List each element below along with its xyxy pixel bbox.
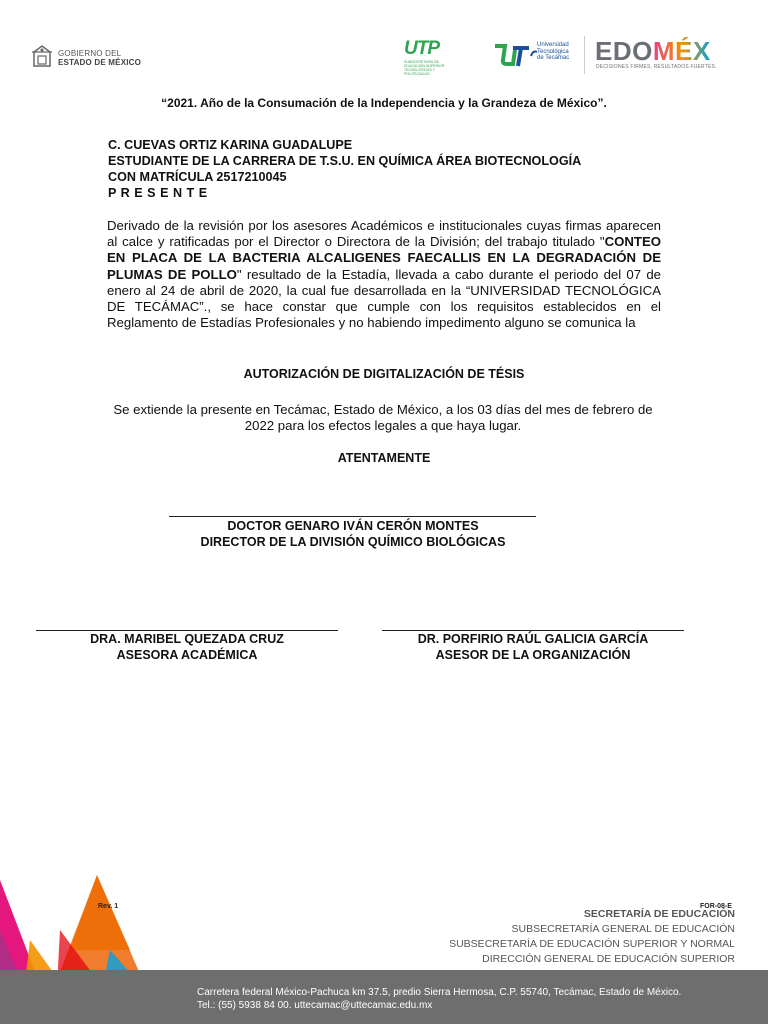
secretaria-block — [400, 907, 735, 967]
closing-atentamente: ATENTAMENTE — [337, 451, 431, 465]
subsecretaria-general: SUBSECRETARÍA GENERAL DE EDUCACIÓN — [511, 923, 735, 935]
estado-de-mexico-seal-icon — [30, 42, 54, 70]
edomex-tagline: DECISIONES FIRMES, RESULTADOS FUERTES. — [596, 64, 717, 70]
addressee-id: CON MATRÍCULA 2517210045 — [108, 170, 287, 184]
advisor-academic-title: ASESORA ACADÉMICA — [116, 647, 258, 662]
left-signature — [36, 632, 338, 663]
revision-label: Rev. 1 — [98, 903, 119, 910]
motto: “2021. Año de la Consumación de la Independencia y la Grandeza de México”. — [161, 96, 607, 110]
advisor-org-title: ASESOR DE LA ORGANIZACIÓN — [435, 647, 631, 662]
director-title: DIRECTOR DE LA DIVISIÓN QUÍMICO BIOLÓGICAS — [200, 534, 506, 549]
edomex-logo: EDOMÉX — [595, 36, 711, 66]
subsecretaria-superior: SUBSECRETARÍA DE EDUCACIÓN SUPERIOR Y NORMAL — [449, 938, 735, 950]
footer-phone-email: Tel.: (55) 5938 84 00. uttecamac@uttecamac.edu.mx — [197, 999, 433, 1011]
footer-address: Carretera federal México-Pachuca km 37.5, predio Sierra Hermosa, C.P. 55740, Tecámac, Estado de México. — [197, 987, 682, 998]
ut-tecamac-logo-text: Universidad Tecnológica de Tecámac — [537, 42, 570, 61]
right-signature-line — [382, 630, 684, 631]
advisor-org-name: DR. PORFIRIO RAÚL GALICIA GARCÍA — [417, 632, 649, 646]
thesis-title: CONTEO EN PLACA DE LA BACTERIA ALCALIGENES FAECALLIS EN LA DEGRADACIÓN DE PLUMAS DE POLLO — [107, 234, 661, 282]
presente-label: P R E S E N T E — [108, 186, 208, 200]
body-paragraph: Derivado de la revisión por los asesores Académicos e institucionales cuyas firmas aparecen al calce y ratificadas por el Director o Directora de la División; del trabajo titulado "CONTEO EN PLACA DE LA BACTERIA ALCALIGENES FAECALLIS EN LA DEGRADACIÓN DE PLUMAS DE POLLO" resultado de la Estadía, llevada a cabo durante el periodo del 07 de enero al 24 de abril de 2020, la cual fue desarrollada en la “UNIVERSIDAD TECNOLÓGICA DE TECÁMAC”., se hace constar que cumple con los requisitos establecidos en el Reglamento de Estadías Profesionales y no habiendo impedimento alguno se comunica la — [107, 218, 661, 331]
direccion-general: DIRECCIÓN GENERAL DE EDUCACIÓN SUPERIOR — [482, 953, 735, 965]
header-divider — [584, 36, 585, 74]
addressee-name: C. CUEVAS ORTIZ KARINA GUADALUPE — [108, 138, 353, 152]
director-name: DOCTOR GENARO IVÁN CERÓN MONTES — [227, 519, 479, 533]
director-signature-line — [169, 516, 536, 517]
footer-contact — [197, 987, 681, 1012]
addressee-block — [108, 137, 581, 201]
utp-logo: UTP SUBSECRETARÍA DE EDUCACIÓN SUPERIOR TECNOLÓGICAS Y POLITÉCNICAS — [404, 38, 445, 76]
addressee-program: ESTUDIANTE DE LA CARRERA DE T.S.U. EN QUÍMICA ÁREA BIOTECNOLOGÍA — [108, 154, 582, 168]
left-signature-line — [36, 630, 338, 631]
form-code: FOR-08-E — [700, 903, 732, 910]
gobierno-estado-logo-text: GOBIERNO DEL ESTADO DE MÉXICO — [58, 49, 142, 67]
right-signature — [382, 632, 684, 663]
director-signature — [153, 519, 553, 550]
authorization-heading: AUTORIZACIÓN DE DIGITALIZACIÓN DE TÉSIS — [243, 367, 525, 381]
advisor-academic-name: DRA. MARIBEL QUEZADA CRUZ — [90, 632, 284, 646]
secretaria-title: SECRETARÍA DE EDUCACIÓN — [583, 908, 735, 920]
extends-paragraph: Se extiende la presente en Tecámac, Estado de México, a los 03 días del mes de febrero de 2022 para los efectos legales a que haya lugar. — [113, 402, 653, 434]
